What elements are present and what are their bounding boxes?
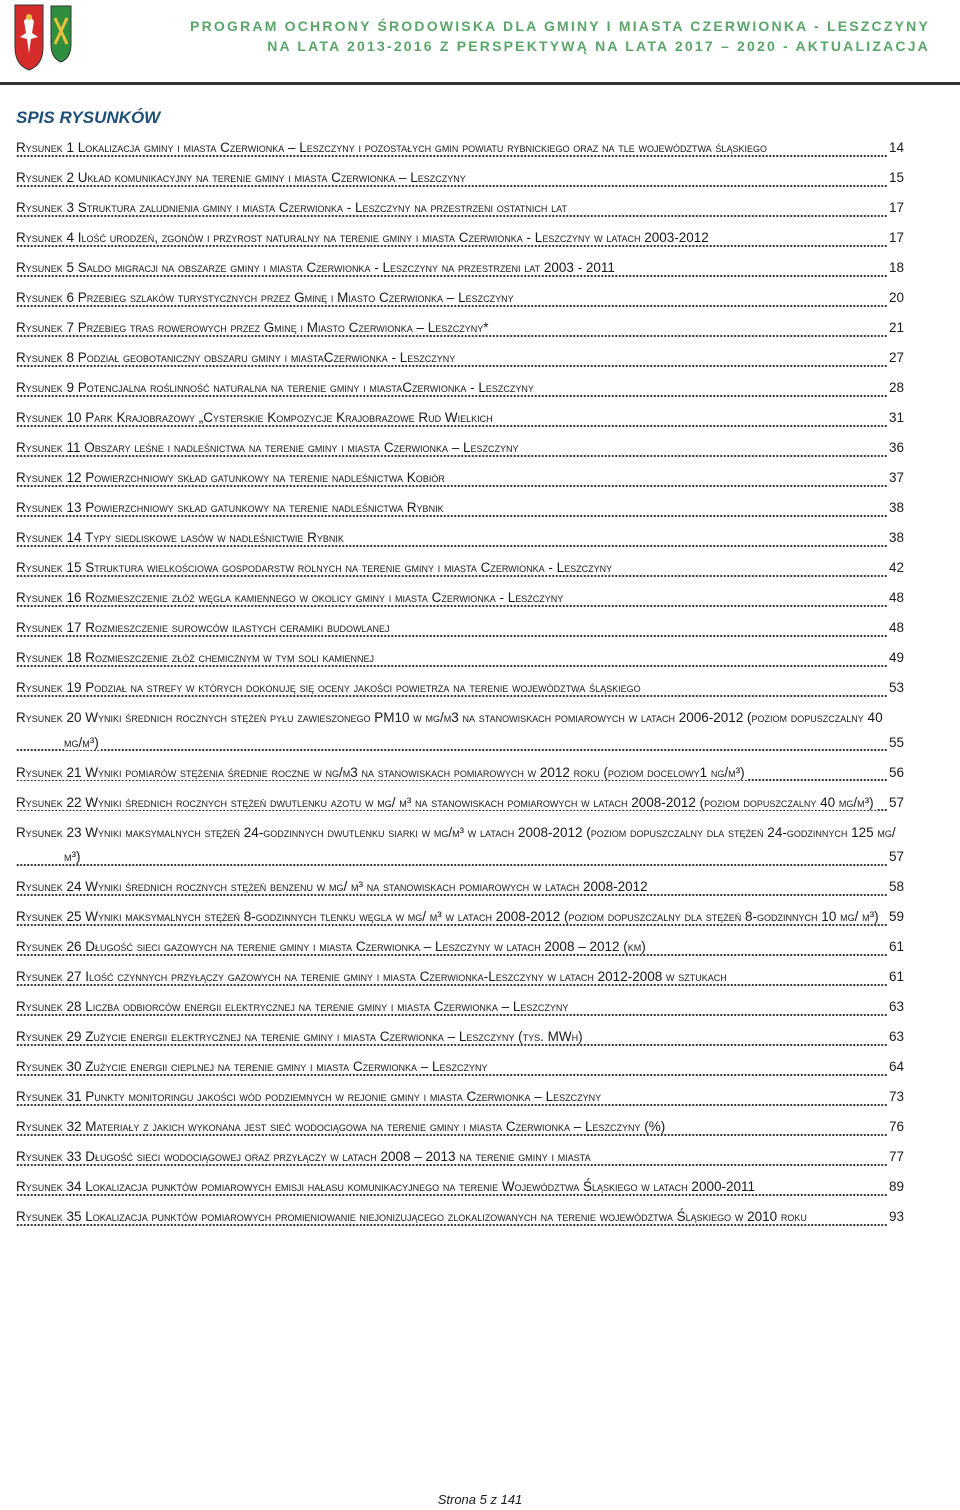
- dot-leader: [16, 749, 904, 751]
- toc-entry[interactable]: [16, 935, 904, 960]
- toc-entry[interactable]: [16, 1115, 904, 1140]
- toc-entry-title: Rysunek 33 Długość sieci wodociągowej oraz przyłączy w latach 2008 – 2013 na terenie gminy i miasta: [16, 1149, 591, 1164]
- toc-entry-page: 56: [887, 761, 904, 786]
- toc-entry[interactable]: [16, 1085, 904, 1110]
- toc-entry[interactable]: [16, 286, 904, 311]
- toc-entry[interactable]: [16, 875, 904, 900]
- toc-entry[interactable]: [16, 1025, 904, 1050]
- header-title-line2: NA LATA 2013-2016 Z PERSPEKTYWĄ NA LATA 2017 – 2020 - AKTUALIZACJA: [267, 38, 930, 54]
- toc-entry-title: Rysunek 11 Obszary leśne i nadleśnictwa na terenie gminy i miasta Czerwionka – Leszczyny: [16, 440, 519, 455]
- toc-entry[interactable]: [16, 496, 904, 521]
- toc-entry[interactable]: [16, 196, 904, 221]
- toc-entry[interactable]: [16, 256, 904, 281]
- toc-entry[interactable]: [16, 376, 904, 401]
- toc-entry-title: Rysunek 34 Lokalizacja punktów pomiarowych emisji hałasu komunikacyjnego na terenie Województwa Śląskiego w latach 2000-2011: [16, 1179, 755, 1194]
- toc-entry[interactable]: [16, 436, 904, 461]
- toc-entry-title: Rysunek 23 Wyniki maksymalnych stężeń 24-godzinnych dwutlenku siarki w mg/m³ w latach 2008-2012 (poziom dopuszczalny dla stężeń 24-godzinnych 125 mg/ m³): [16, 824, 896, 864]
- toc-entry-page: 55: [887, 731, 904, 756]
- toc-entry-page: 73: [887, 1085, 904, 1110]
- toc-heading: SPIS RYSUNKÓW: [16, 108, 161, 127]
- toc-entry-page: 18: [887, 256, 904, 281]
- toc-entry-page: 64: [887, 1055, 904, 1080]
- toc-entry-page: 57: [887, 845, 904, 870]
- toc-entry-title: Rysunek 9 Potencjalna roślinność naturalna na terenie gminy i miastaCzerwionka - Leszczyny: [16, 380, 534, 395]
- coat-of-arms-icon: [14, 3, 44, 71]
- toc-entry-page: 63: [887, 1025, 904, 1050]
- toc-entry-page: 63: [887, 995, 904, 1020]
- toc-entry-page: 42: [887, 556, 904, 581]
- toc-entry-page: 59: [887, 905, 904, 930]
- toc-entry-title: Rysunek 4 Ilość urodzeń, zgonów i przyrost naturalny na terenie gminy i miasta Czerwionka - Leszczyny w latach 2003-2012: [16, 230, 709, 245]
- toc-entry-title: Rysunek 2 Układ komunikacyjny na terenie gminy i miasta Czerwionka – Leszczyny: [16, 170, 466, 185]
- toc-entry[interactable]: [16, 526, 904, 551]
- toc-entry-title: Rysunek 13 Powierzchniowy skład gatunkowy na terenie nadleśnictwa Rybnik: [16, 500, 444, 515]
- toc-entry-page: 14: [887, 136, 904, 161]
- toc-entry-page: 61: [887, 935, 904, 960]
- toc-entry-title: Rysunek 1 Lokalizacja gminy i miasta Czerwionka – Leszczyny i pozostałych gmin powiatu rybnickiego oraz na tle województwa śląskiego: [16, 140, 767, 155]
- header-title: [190, 16, 930, 56]
- toc-entry[interactable]: [16, 616, 904, 641]
- toc-entry-title: Rysunek 17 Rozmieszczenie surowców ilastych ceramiki budowlanej: [16, 620, 390, 635]
- toc-entry-page: 77: [887, 1145, 904, 1170]
- toc-entry-title: Rysunek 29 Zużycie energii elektrycznej na terenie gminy i miasta Czerwionka – Leszczyny (tys. MWh): [16, 1029, 583, 1044]
- toc-entry-title: Rysunek 28 Liczba odbiorców energii elektrycznej na terenie gminy i miasta Czerwionka – Leszczyny: [16, 999, 569, 1014]
- header-title-line1: PROGRAM OCHRONY ŚRODOWISKA DLA GMINY I MIASTA CZERWIONKA - LESZCZYNY: [190, 18, 930, 34]
- list-of-figures: [16, 136, 904, 1235]
- toc-entry-page: 53: [887, 676, 904, 701]
- toc-entry[interactable]: [16, 556, 904, 581]
- toc-entry-title: Rysunek 22 Wyniki średnich rocznych stężeń dwutlenku azotu w mg/ m³ na stanowiskach pomiarowych w latach 2008-2012 (poziom dopuszczalny 40 mg/m³): [16, 794, 874, 810]
- toc-entry-page: 76: [887, 1115, 904, 1140]
- toc-entry-title: Rysunek 35 Lokalizacja punktów pomiarowych promieniowanie niejonizującego zlokalizowanych na terenie województwa Śląskiego w 2010 roku: [16, 1209, 807, 1224]
- toc-entry-title: Rysunek 14 Typy siedliskowe lasów w nadleśnictwie Rybnik: [16, 530, 344, 545]
- toc-entry-page: 48: [887, 586, 904, 611]
- toc-entry-title: Rysunek 26 Długość sieci gazowych na terenie gminy i miasta Czerwionka – Leszczyny w latach 2008 – 2012 (km): [16, 939, 646, 954]
- toc-entry-page: 49: [887, 646, 904, 671]
- toc-entry-title: Rysunek 32 Materiały z jakich wykonana jest sieć wodociągowa na terenie gminy i miasta Czerwionka – Leszczyny (%): [16, 1119, 666, 1134]
- toc-entry-title: Rysunek 12 Powierzchniowy skład gatunkowy na terenie nadleśnictwa Kobiór: [16, 470, 445, 485]
- toc-entry-page: 57: [887, 791, 904, 816]
- toc-entry-page: 17: [887, 196, 904, 221]
- toc-entry[interactable]: [16, 136, 904, 161]
- toc-entry-title: Rysunek 10 Park Krajobrazowy „Cysterskie Kompozycje Krajobrazowe Rud Wielkich: [16, 410, 493, 425]
- toc-entry[interactable]: [16, 1145, 904, 1170]
- toc-entry-page: 36: [887, 436, 904, 461]
- page-header: [0, 0, 960, 80]
- toc-entry[interactable]: [16, 646, 904, 671]
- toc-entry-page: 93: [887, 1205, 904, 1230]
- toc-entry-title: Rysunek 7 Przebieg tras rowerowych przez Gminę i Miasto Czerwionka – Leszczyny*: [16, 320, 489, 335]
- toc-entry-page: 61: [887, 965, 904, 990]
- toc-entry-page: 20: [887, 286, 904, 311]
- toc-entry-title: Rysunek 3 Struktura zaludnienia gminy i miasta Czerwionka - Leszczyny na przestrzeni ostatnich lat: [16, 200, 567, 215]
- toc-entry[interactable]: [16, 676, 904, 701]
- toc-entry[interactable]: [16, 586, 904, 611]
- toc-entry-title: Rysunek 19 Podział na strefy w których dokonuję się oceny jakości powietrza na terenie województwa śląskiego: [16, 680, 641, 695]
- toc-entry[interactable]: [16, 316, 904, 341]
- toc-entry-title: Rysunek 8 Podział geobotaniczny obszaru gminy i miastaCzerwionka - Leszczyny: [16, 350, 456, 365]
- toc-entry[interactable]: [16, 226, 904, 251]
- toc-entry[interactable]: [16, 821, 904, 870]
- toc-entry[interactable]: [16, 706, 904, 755]
- toc-entry-page: 38: [887, 496, 904, 521]
- toc-entry[interactable]: [16, 965, 904, 990]
- toc-entry[interactable]: [16, 346, 904, 371]
- toc-entry[interactable]: [16, 791, 904, 816]
- toc-entry[interactable]: [16, 166, 904, 191]
- toc-entry-page: 37: [887, 466, 904, 491]
- toc-entry-title: Rysunek 25 Wyniki maksymalnych stężeń 8-godzinnych tlenku węgla w mg/ m³ w latach 2008-2012 (poziom dopuszczalny dla stężeń 8-godzinnych 10 mg/ m³): [16, 909, 879, 924]
- toc-entry[interactable]: [16, 406, 904, 431]
- toc-entry[interactable]: [16, 905, 904, 930]
- toc-entry-title: Rysunek 24 Wyniki średnich rocznych stężeń benzenu w mg/ m³ na stanowiskach pomiarowych w latach 2008-2012: [16, 879, 648, 894]
- toc-entry[interactable]: [16, 761, 904, 786]
- toc-entry-page: 48: [887, 616, 904, 641]
- toc-entry-page: 38: [887, 526, 904, 551]
- toc-entry-title: Rysunek 18 Rozmieszczenie złóż chemicznym w tym soli kamiennej: [16, 650, 375, 665]
- toc-entry-page: 31: [887, 406, 904, 431]
- toc-entry-page: 89: [887, 1175, 904, 1200]
- toc-entry-title: Rysunek 6 Przebieg szlaków turystycznych przez Gminę i Miasto Czerwionka – Leszczyny: [16, 290, 514, 305]
- toc-entry[interactable]: [16, 466, 904, 491]
- toc-entry-title: Rysunek 21 Wyniki pomiarów stężenia średnie roczne w ng/m3 na stanowiskach pomiarowych w 2012 roku (poziom docelowy1 ng/m³): [16, 764, 745, 780]
- toc-entry-title: Rysunek 20 Wyniki średnich rocznych stężeń pyłu zawieszonego PM10 w mg/m3 na stanowiskach pomiarowych w latach 2006-2012 (poziom dopuszczalny 40 mg/m³): [16, 710, 883, 750]
- toc-entry-title: Rysunek 5 Saldo migracji na obszarze gminy i miasta Czerwionka - Leszczyny na przestrzeni lat 2003 - 2011: [16, 260, 615, 275]
- toc-entry[interactable]: [16, 1055, 904, 1080]
- toc-entry-page: 15: [887, 166, 904, 191]
- secondary-crest-icon: [50, 4, 72, 64]
- toc-entry-page: 27: [887, 346, 904, 371]
- toc-entry[interactable]: [16, 1205, 904, 1230]
- toc-entry-title: Rysunek 31 Punkty monitoringu jakości wód podziemnych w rejonie gminy i miasta Czerwionka – Leszczyny: [16, 1089, 602, 1104]
- toc-entry-page: 28: [887, 376, 904, 401]
- toc-entry[interactable]: [16, 1175, 904, 1200]
- page-number: Strona 5 z 141: [437, 1492, 523, 1507]
- toc-entry[interactable]: [16, 995, 904, 1020]
- toc-entry-title: Rysunek 30 Zużycie energii cieplnej na terenie gminy i miasta Czerwionka – Leszczyny: [16, 1059, 488, 1074]
- toc-entry-title: Rysunek 27 Ilość czynnych przyłączy gazowych na terenie gminy i miasta Czerwionka-Leszczyny w latach 2012-2008 w sztukach: [16, 969, 727, 984]
- toc-entry-title: Rysunek 16 Rozmieszczenie złóż węgla kamiennego w okolicy gminy i miasta Czerwionka - Leszczyny: [16, 590, 564, 605]
- toc-entry-title: Rysunek 15 Struktura wielkościowa gospodarstw rolnych na terenie gminy i miasta Czerwionka - Leszczyny: [16, 560, 613, 575]
- dot-leader: [16, 864, 904, 866]
- toc-entry-page: 58: [887, 875, 904, 900]
- toc-entry-page: 21: [887, 316, 904, 341]
- toc-entry-page: 17: [887, 226, 904, 251]
- header-divider: [0, 82, 960, 85]
